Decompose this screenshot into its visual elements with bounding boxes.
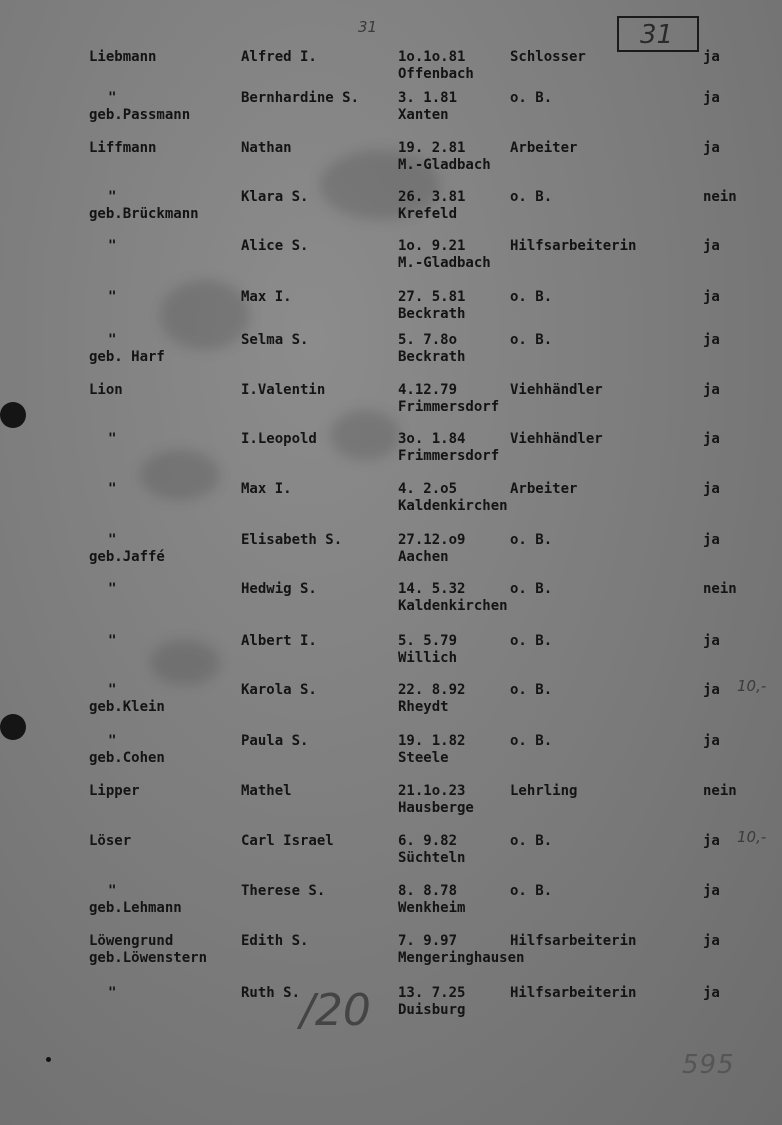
birth-place-cell: Rheydt xyxy=(398,699,449,715)
ink-dot xyxy=(46,1057,51,1062)
maiden-name-cell: geb.Cohen xyxy=(89,750,165,766)
occupation-cell: o. B. xyxy=(510,833,553,849)
birth-date-cell: 19. 2.81 xyxy=(398,140,466,156)
surname-cell: Lipper xyxy=(89,783,140,799)
surname-cell: " xyxy=(108,289,117,305)
occupation-cell: o. B. xyxy=(510,332,553,348)
first-name-cell: Albert I. xyxy=(241,633,317,649)
yes-no-cell: nein xyxy=(703,783,737,799)
yes-no-cell: ja xyxy=(703,90,720,106)
list-item xyxy=(0,828,782,877)
first-name-cell: Klara S. xyxy=(241,189,309,205)
birth-place-cell: Willich xyxy=(398,650,458,666)
handwritten-bottom-number: 595 xyxy=(682,1050,735,1080)
occupation-cell: Hilfsarbeiterin xyxy=(510,933,637,949)
occupation-cell: o. B. xyxy=(510,682,553,698)
yes-no-cell: ja xyxy=(703,431,720,447)
birth-place-cell: Xanten xyxy=(398,107,449,123)
birth-date-cell: 21.1o.23 xyxy=(398,783,466,799)
first-name-cell: Max I. xyxy=(241,481,292,497)
first-name-cell: Hedwig S. xyxy=(241,581,317,597)
list-item xyxy=(0,883,782,927)
yes-no-cell: ja xyxy=(703,481,720,497)
maiden-name-cell: geb.Jaffé xyxy=(89,549,165,565)
surname-cell: Löser xyxy=(89,833,132,849)
surname-cell: " xyxy=(108,189,117,205)
yes-no-cell: ja xyxy=(703,682,720,698)
birth-place-cell: M.-Gladbach xyxy=(398,255,491,271)
yes-no-cell: ja xyxy=(703,833,720,849)
birth-place-cell: Steele xyxy=(398,750,449,766)
surname-cell: " xyxy=(108,633,117,649)
list-item xyxy=(0,733,782,777)
occupation-cell: o. B. xyxy=(510,883,553,899)
birth-date-cell: 8. 8.78 xyxy=(398,883,458,899)
birth-date-cell: 7. 9.97 xyxy=(398,933,458,949)
first-name-cell: Ruth S. xyxy=(241,985,301,1001)
maiden-name-cell: geb.Passmann xyxy=(89,107,191,123)
first-name-cell: Therese S. xyxy=(241,883,326,899)
birth-place-cell: Kaldenkirchen xyxy=(398,498,508,514)
surname-cell: " xyxy=(108,238,117,254)
surname-cell: " xyxy=(108,332,117,348)
yes-no-cell: nein xyxy=(703,189,737,205)
first-name-cell: Mathel xyxy=(241,783,292,799)
surname-cell: " xyxy=(108,883,117,899)
birth-date-cell: 6. 9.82 xyxy=(398,833,458,849)
list-item xyxy=(0,933,782,977)
birth-place-cell: Kaldenkirchen xyxy=(398,598,508,614)
list-item xyxy=(0,238,782,282)
handwritten-slash-note: /20 xyxy=(300,985,371,1036)
first-name-cell: Carl Israel xyxy=(241,833,334,849)
occupation-cell: Viehhändler xyxy=(510,431,603,447)
yes-no-cell: ja xyxy=(703,532,720,548)
birth-date-cell: 26. 3.81 xyxy=(398,189,466,205)
surname-cell: " xyxy=(108,90,117,106)
surname-cell: " xyxy=(108,431,117,447)
list-item xyxy=(0,140,782,184)
occupation-cell: o. B. xyxy=(510,90,553,106)
birth-place-cell: Frimmersdorf xyxy=(398,399,500,415)
first-name-cell: Alfred I. xyxy=(241,49,317,65)
birth-date-cell: 3. 1.81 xyxy=(398,90,458,106)
occupation-cell: Lehrling xyxy=(510,783,578,799)
handwritten-amount-note: 10,- xyxy=(737,677,767,695)
first-name-cell: Elisabeth S. xyxy=(241,532,343,548)
birth-date-cell: 19. 1.82 xyxy=(398,733,466,749)
birth-date-cell: 1o. 9.21 xyxy=(398,238,466,254)
handwritten-top-number: 31 xyxy=(358,18,378,36)
birth-place-cell: M.-Gladbach xyxy=(398,157,491,173)
list-item xyxy=(0,289,782,333)
list-item xyxy=(0,189,782,233)
handwritten-amount-note: 10,- xyxy=(737,828,767,846)
birth-place-cell: Frimmersdorf xyxy=(398,448,500,464)
surname-cell: " xyxy=(108,682,117,698)
occupation-cell: o. B. xyxy=(510,289,553,305)
maiden-name-cell: geb.Klein xyxy=(89,699,165,715)
occupation-cell: o. B. xyxy=(510,733,553,749)
first-name-cell: I.Valentin xyxy=(241,382,326,398)
first-name-cell: Paula S. xyxy=(241,733,309,749)
birth-date-cell: 27.12.o9 xyxy=(398,532,466,548)
birth-date-cell: 22. 8.92 xyxy=(398,682,466,698)
yes-no-cell: ja xyxy=(703,332,720,348)
first-name-cell: Nathan xyxy=(241,140,292,156)
list-item xyxy=(0,783,782,827)
list-item xyxy=(0,633,782,677)
surname-cell: Liebmann xyxy=(89,49,157,65)
maiden-name-cell: geb.Brückmann xyxy=(89,206,199,222)
yes-no-cell: ja xyxy=(703,289,720,305)
surname-cell: " xyxy=(108,985,117,1001)
birth-place-cell: Beckrath xyxy=(398,349,466,365)
surname-cell: Lion xyxy=(89,382,123,398)
yes-no-cell: ja xyxy=(703,733,720,749)
first-name-cell: Karola S. xyxy=(241,682,317,698)
list-item xyxy=(0,677,782,726)
occupation-cell: o. B. xyxy=(510,189,553,205)
yes-no-cell: ja xyxy=(703,382,720,398)
birth-date-cell: 1o.1o.81 xyxy=(398,49,466,65)
birth-date-cell: 3o. 1.84 xyxy=(398,431,466,447)
list-item xyxy=(0,49,782,93)
surname-cell: Löwengrund xyxy=(89,933,174,949)
first-name-cell: Selma S. xyxy=(241,332,309,348)
birth-place-cell: Mengeringhausen xyxy=(398,950,525,966)
birth-date-cell: 27. 5.81 xyxy=(398,289,466,305)
list-item xyxy=(0,481,782,525)
yes-no-cell: ja xyxy=(703,933,720,949)
surname-cell: " xyxy=(108,532,117,548)
yes-no-cell: nein xyxy=(703,581,737,597)
list-item xyxy=(0,431,782,475)
first-name-cell: I.Leopold xyxy=(241,431,317,447)
birth-date-cell: 14. 5.32 xyxy=(398,581,466,597)
surname-cell: Liffmann xyxy=(89,140,157,156)
list-item xyxy=(0,581,782,625)
maiden-name-cell: geb.Löwenstern xyxy=(89,950,208,966)
birth-date-cell: 5. 5.79 xyxy=(398,633,458,649)
list-item xyxy=(0,532,782,576)
maiden-name-cell: geb.Lehmann xyxy=(89,900,182,916)
birth-date-cell: 4. 2.o5 xyxy=(398,481,458,497)
maiden-name-cell: geb. Harf xyxy=(89,349,165,365)
birth-date-cell: 5. 7.8o xyxy=(398,332,458,348)
yes-no-cell: ja xyxy=(703,633,720,649)
list-item xyxy=(0,332,782,376)
first-name-cell: Bernhardine S. xyxy=(241,90,360,106)
occupation-cell: Arbeiter xyxy=(510,481,578,497)
yes-no-cell: ja xyxy=(703,238,720,254)
yes-no-cell: ja xyxy=(703,140,720,156)
birth-place-cell: Hausberge xyxy=(398,800,474,816)
birth-date-cell: 4.12.79 xyxy=(398,382,458,398)
yes-no-cell: ja xyxy=(703,883,720,899)
birth-place-cell: Beckrath xyxy=(398,306,466,322)
birth-date-cell: 13. 7.25 xyxy=(398,985,466,1001)
first-name-cell: Alice S. xyxy=(241,238,309,254)
yes-no-cell: ja xyxy=(703,49,720,65)
occupation-cell: Hilfsarbeiterin xyxy=(510,985,637,1001)
occupation-cell: Schlosser xyxy=(510,49,586,65)
occupation-cell: o. B. xyxy=(510,532,553,548)
birth-place-cell: Duisburg xyxy=(398,1002,466,1018)
occupation-cell: Hilfsarbeiterin xyxy=(510,238,637,254)
birth-place-cell: Aachen xyxy=(398,549,449,565)
page-number-handwritten: 31 xyxy=(640,20,674,50)
occupation-cell: Viehhändler xyxy=(510,382,603,398)
surname-cell: " xyxy=(108,733,117,749)
first-name-cell: Max I. xyxy=(241,289,292,305)
birth-place-cell: Krefeld xyxy=(398,206,458,222)
list-item xyxy=(0,90,782,134)
first-name-cell: Edith S. xyxy=(241,933,309,949)
yes-no-cell: ja xyxy=(703,985,720,1001)
list-item xyxy=(0,382,782,426)
birth-place-cell: Offenbach xyxy=(398,66,474,82)
list-item xyxy=(0,985,782,1029)
occupation-cell: o. B. xyxy=(510,581,553,597)
birth-place-cell: Süchteln xyxy=(398,850,466,866)
surname-cell: " xyxy=(108,581,117,597)
occupation-cell: Arbeiter xyxy=(510,140,578,156)
birth-place-cell: Wenkheim xyxy=(398,900,466,916)
surname-cell: " xyxy=(108,481,117,497)
occupation-cell: o. B. xyxy=(510,633,553,649)
